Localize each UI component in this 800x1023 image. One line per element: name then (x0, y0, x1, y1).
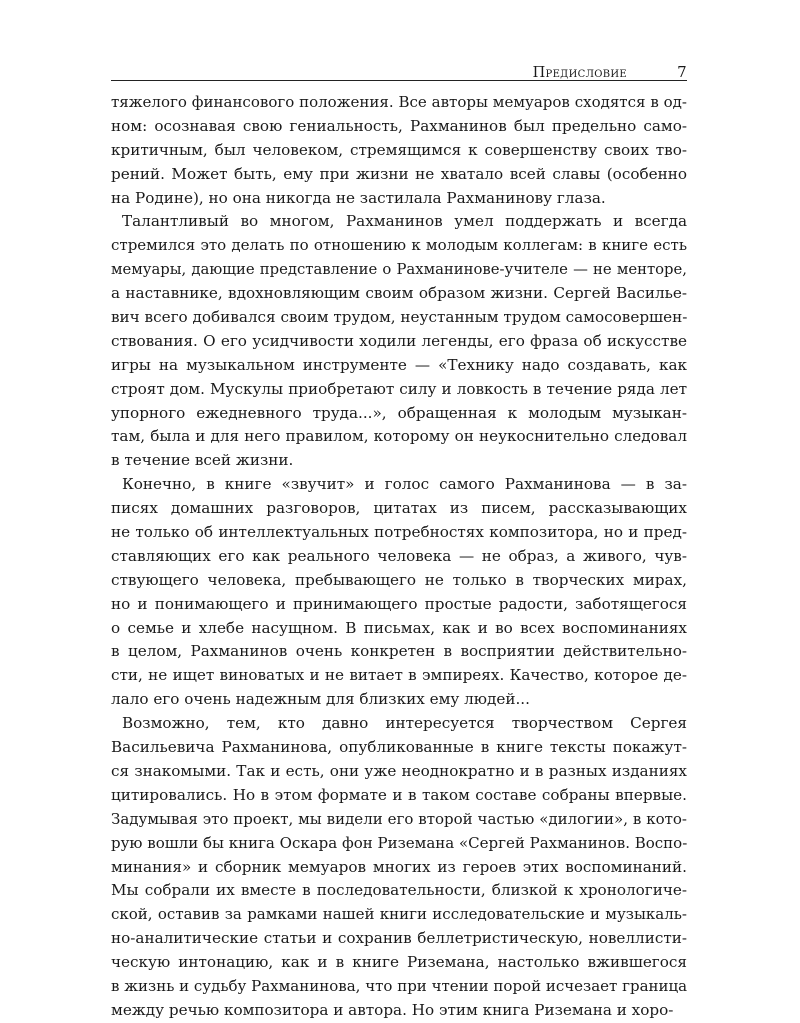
text-line: в течение всей жизни. (111, 451, 294, 470)
paragraph (111, 210, 687, 473)
text-line: писях домашних разговоров, цитатах из писем, рассказывающих (111, 499, 687, 518)
text-line: Талантливый во многом, Рахманинов умел поддержать и всегда (122, 212, 687, 231)
body-text (111, 91, 687, 1023)
text-line: о семье и хлебе насущном. В письмах, как и во всех воспоминаниях (111, 618, 687, 637)
running-title: Предисловие (532, 65, 627, 81)
text-line: но и понимающего и принимающего простые радости, заботящегося (111, 594, 687, 613)
text-line: ставляющих его как реального человека — не образ, а живого, чув- (111, 546, 687, 565)
paragraph (111, 473, 687, 712)
text-line: упорного ежедневного труда...», обращенная к молодым музыкан- (111, 403, 687, 422)
text-line: сти, не ищет виноватых и не витает в эмпиреях. Качество, которое де- (111, 666, 687, 685)
text-line: Конечно, в книге «звучит» и голос самого Рахманинова — в за- (122, 475, 687, 494)
text-line: критичным, был человеком, стремящимся к совершенству своих тво- (111, 140, 687, 159)
text-line: в жизнь и судьбу Рахманинова, что при чтении порой исчезает граница (111, 976, 688, 995)
page-number: 7 (677, 63, 687, 81)
text-line: строят дом. Мускулы приобретают силу и ловкость в течение ряда лет (111, 379, 687, 398)
text-line: минания» и сборник мемуаров многих из героев этих воспоминаний. (111, 857, 687, 876)
text-line: Возможно, тем, кто давно интересуется творчеством Сергея (122, 714, 687, 733)
text-line: между речью композитора и автора. Но этим книга Риземана и хоро- (111, 1000, 674, 1019)
text-line: рую вошли бы книга Оскара фон Риземана «Сергей Рахманинов. Воспо- (111, 833, 688, 852)
text-line: а наставнике, вдохновляющим своим образом жизни. Сергей Василье- (111, 284, 687, 303)
running-header (111, 58, 687, 81)
text-line: Мы собрали их вместе в последовательности, близкой к хронологиче- (111, 881, 687, 900)
text-line: Задумывая это проект, мы видели его второй частью «дилогии», в кото- (111, 809, 687, 828)
text-line: ческую интонацию, как и в книге Риземана, настолько вжившегося (111, 953, 687, 972)
text-line: тяжелого финансового положения. Все авторы мемуаров сходятся в од- (111, 93, 687, 111)
text-line: цитировались. Но в этом формате и в таком составе собраны впервые. (111, 785, 687, 804)
text-line: ствования. О его усидчивости ходили легенды, его фраза об искусстве (111, 331, 687, 350)
text-line: на Родине), но она никогда не застилала Рахманинову глаза. (111, 188, 606, 207)
text-line: мемуары, дающие представление о Рахманинове-учителе — не менторе, (111, 261, 687, 279)
text-line: ской, оставив за рамками нашей книги исследовательские и музыкаль- (111, 905, 687, 924)
text-line: игры на музыкальном инструменте — «Технику надо создавать, как (111, 355, 687, 374)
text-line: ся знакомыми. Так и есть, они уже неоднократно и в разных изданиях (111, 761, 687, 780)
text-line: но-аналитические статьи и сохранив беллетристическую, новеллисти- (111, 929, 687, 948)
text-line: в целом, Рахманинов очень конкретен в восприятии действительно- (111, 642, 687, 661)
book-page (111, 58, 687, 1023)
text-line: Васильевича Рахманинова, опубликованные в книге тексты покажут- (111, 738, 687, 757)
text-line: ном: осознавая свою гениальность, Рахманинов был предельно само- (111, 116, 687, 135)
paragraph (111, 91, 687, 210)
text-line: рений. Может быть, ему при жизни не хватало всей славы (особенно (111, 164, 687, 183)
text-line: там, была и для него правилом, которому он неукоснительно следовал (111, 427, 687, 446)
text-line: не только об интеллектуальных потребностях композитора, но и пред- (111, 523, 687, 542)
text-line: лало его очень надежным для близких ему людей... (111, 690, 530, 709)
paragraph (111, 712, 687, 1023)
text-line: стремился это делать по отношению к молодым коллегам: в книге есть (111, 236, 687, 255)
text-line: ствующего человека, пребывающего не только в творческих мирах, (111, 570, 687, 589)
text-line: вич всего добивался своим трудом, неустанным трудом самосовершен- (111, 308, 688, 327)
